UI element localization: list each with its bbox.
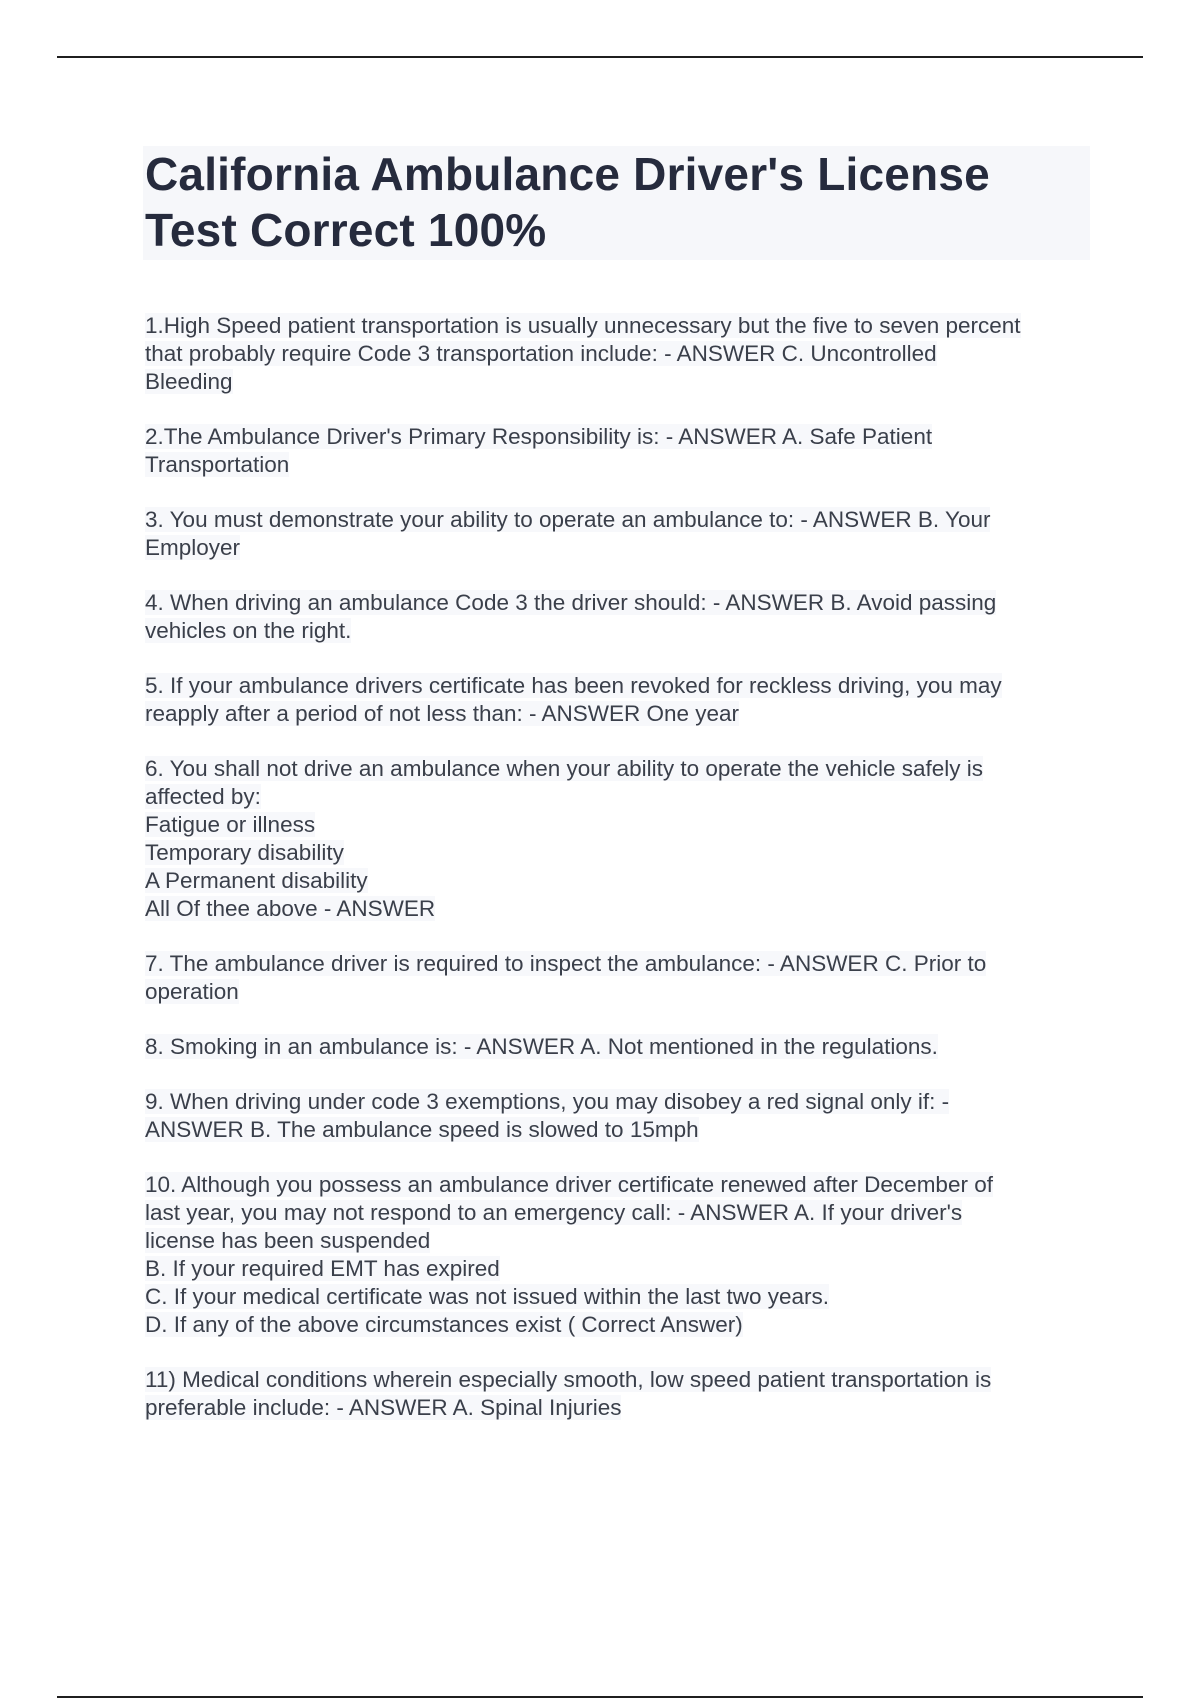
question-line: [145, 340, 1090, 368]
question-line: [145, 1255, 1090, 1283]
question-line: [145, 1116, 1090, 1144]
question-text: 7. The ambulance driver is required to inspect the ambulance: - ANSWER C. Prior to: [145, 951, 987, 976]
title-block: [143, 146, 1090, 260]
question-item: [145, 1033, 1090, 1061]
question-text: Bleeding: [145, 369, 233, 394]
question-text: license has been suspended: [145, 1228, 431, 1253]
question-item: [145, 312, 1090, 396]
question-line: [145, 1088, 1090, 1116]
question-text: 1.High Speed patient transportation is usually unnecessary but the five to seven percent: [145, 313, 1021, 338]
question-line: [145, 1199, 1090, 1227]
question-line: [145, 451, 1090, 479]
question-text: 9. When driving under code 3 exemptions, you may disobey a red signal only if: -: [145, 1089, 950, 1114]
question-line: [145, 1033, 1090, 1061]
question-item: [145, 1366, 1090, 1422]
question-text: A Permanent disability: [145, 868, 368, 893]
question-text: Employer: [145, 535, 241, 560]
question-item: [145, 423, 1090, 479]
question-text: Temporary disability: [145, 840, 344, 865]
question-line: [145, 368, 1090, 396]
question-line: [145, 895, 1090, 923]
question-text: 8. Smoking in an ambulance is: - ANSWER A. Not mentioned in the regulations.: [145, 1034, 938, 1059]
question-line: [145, 811, 1090, 839]
question-line: [145, 1283, 1090, 1311]
question-line: [145, 700, 1090, 728]
question-item: [145, 589, 1090, 645]
question-line: [145, 506, 1090, 534]
question-line: [145, 1311, 1090, 1339]
question-text: Fatigue or illness: [145, 812, 316, 837]
title-line: California Ambulance Driver's License: [145, 148, 990, 200]
question-line: [145, 534, 1090, 562]
question-text: All Of thee above - ANSWER: [145, 896, 436, 921]
question-text: B. If your required EMT has expired: [145, 1256, 500, 1281]
question-item: [145, 755, 1090, 923]
question-line: [145, 672, 1090, 700]
question-list: [145, 312, 1090, 1422]
page-title: [145, 146, 1086, 258]
title-line: Test Correct 100%: [145, 204, 547, 256]
question-text: 3. You must demonstrate your ability to operate an ambulance to: - ANSWER B. Your: [145, 507, 991, 532]
question-line: [145, 1394, 1090, 1422]
question-line: [145, 1227, 1090, 1255]
question-text: affected by:: [145, 784, 261, 809]
header-rule: [57, 56, 1143, 58]
question-line: [145, 783, 1090, 811]
question-text: Transportation: [145, 452, 290, 477]
question-line: [145, 755, 1090, 783]
question-line: [145, 423, 1090, 451]
question-line: [145, 1366, 1090, 1394]
question-item: [145, 1171, 1090, 1339]
question-line: [145, 867, 1090, 895]
question-text: 4. When driving an ambulance Code 3 the driver should: - ANSWER B. Avoid passing: [145, 590, 997, 615]
question-text: 2.The Ambulance Driver's Primary Responsibility is: - ANSWER A. Safe Patient: [145, 424, 933, 449]
document-body: [145, 146, 1090, 1449]
question-item: [145, 506, 1090, 562]
question-line: [145, 839, 1090, 867]
question-line: [145, 589, 1090, 617]
question-item: [145, 672, 1090, 728]
question-text: 11) Medical conditions wherein especially smooth, low speed patient transportation is: [145, 1367, 992, 1392]
question-text: operation: [145, 979, 239, 1004]
question-text: 5. If your ambulance drivers certificate has been revoked for reckless driving, you may: [145, 673, 1002, 698]
footer-rule: [57, 1696, 1143, 1698]
question-text: that probably require Code 3 transportation include: - ANSWER C. Uncontrolled: [145, 341, 937, 366]
question-text: preferable include: - ANSWER A. Spinal Injuries: [145, 1395, 622, 1420]
question-text: ANSWER B. The ambulance speed is slowed to 15mph: [145, 1117, 699, 1142]
question-text: last year, you may not respond to an emergency call: - ANSWER A. If your driver's: [145, 1200, 963, 1225]
question-line: [145, 978, 1090, 1006]
question-line: [145, 1171, 1090, 1199]
question-text: reapply after a period of not less than: - ANSWER One year: [145, 701, 740, 726]
question-text: C. If your medical certificate was not issued within the last two years.: [145, 1284, 830, 1309]
question-text: 10. Although you possess an ambulance driver certificate renewed after December of: [145, 1172, 993, 1197]
question-text: 6. You shall not drive an ambulance when your ability to operate the vehicle safely is: [145, 756, 984, 781]
question-item: [145, 950, 1090, 1006]
question-text: D. If any of the above circumstances exist ( Correct Answer): [145, 1312, 743, 1337]
question-line: [145, 950, 1090, 978]
question-line: [145, 617, 1090, 645]
question-line: [145, 312, 1090, 340]
question-text: vehicles on the right.: [145, 618, 352, 643]
question-item: [145, 1088, 1090, 1144]
